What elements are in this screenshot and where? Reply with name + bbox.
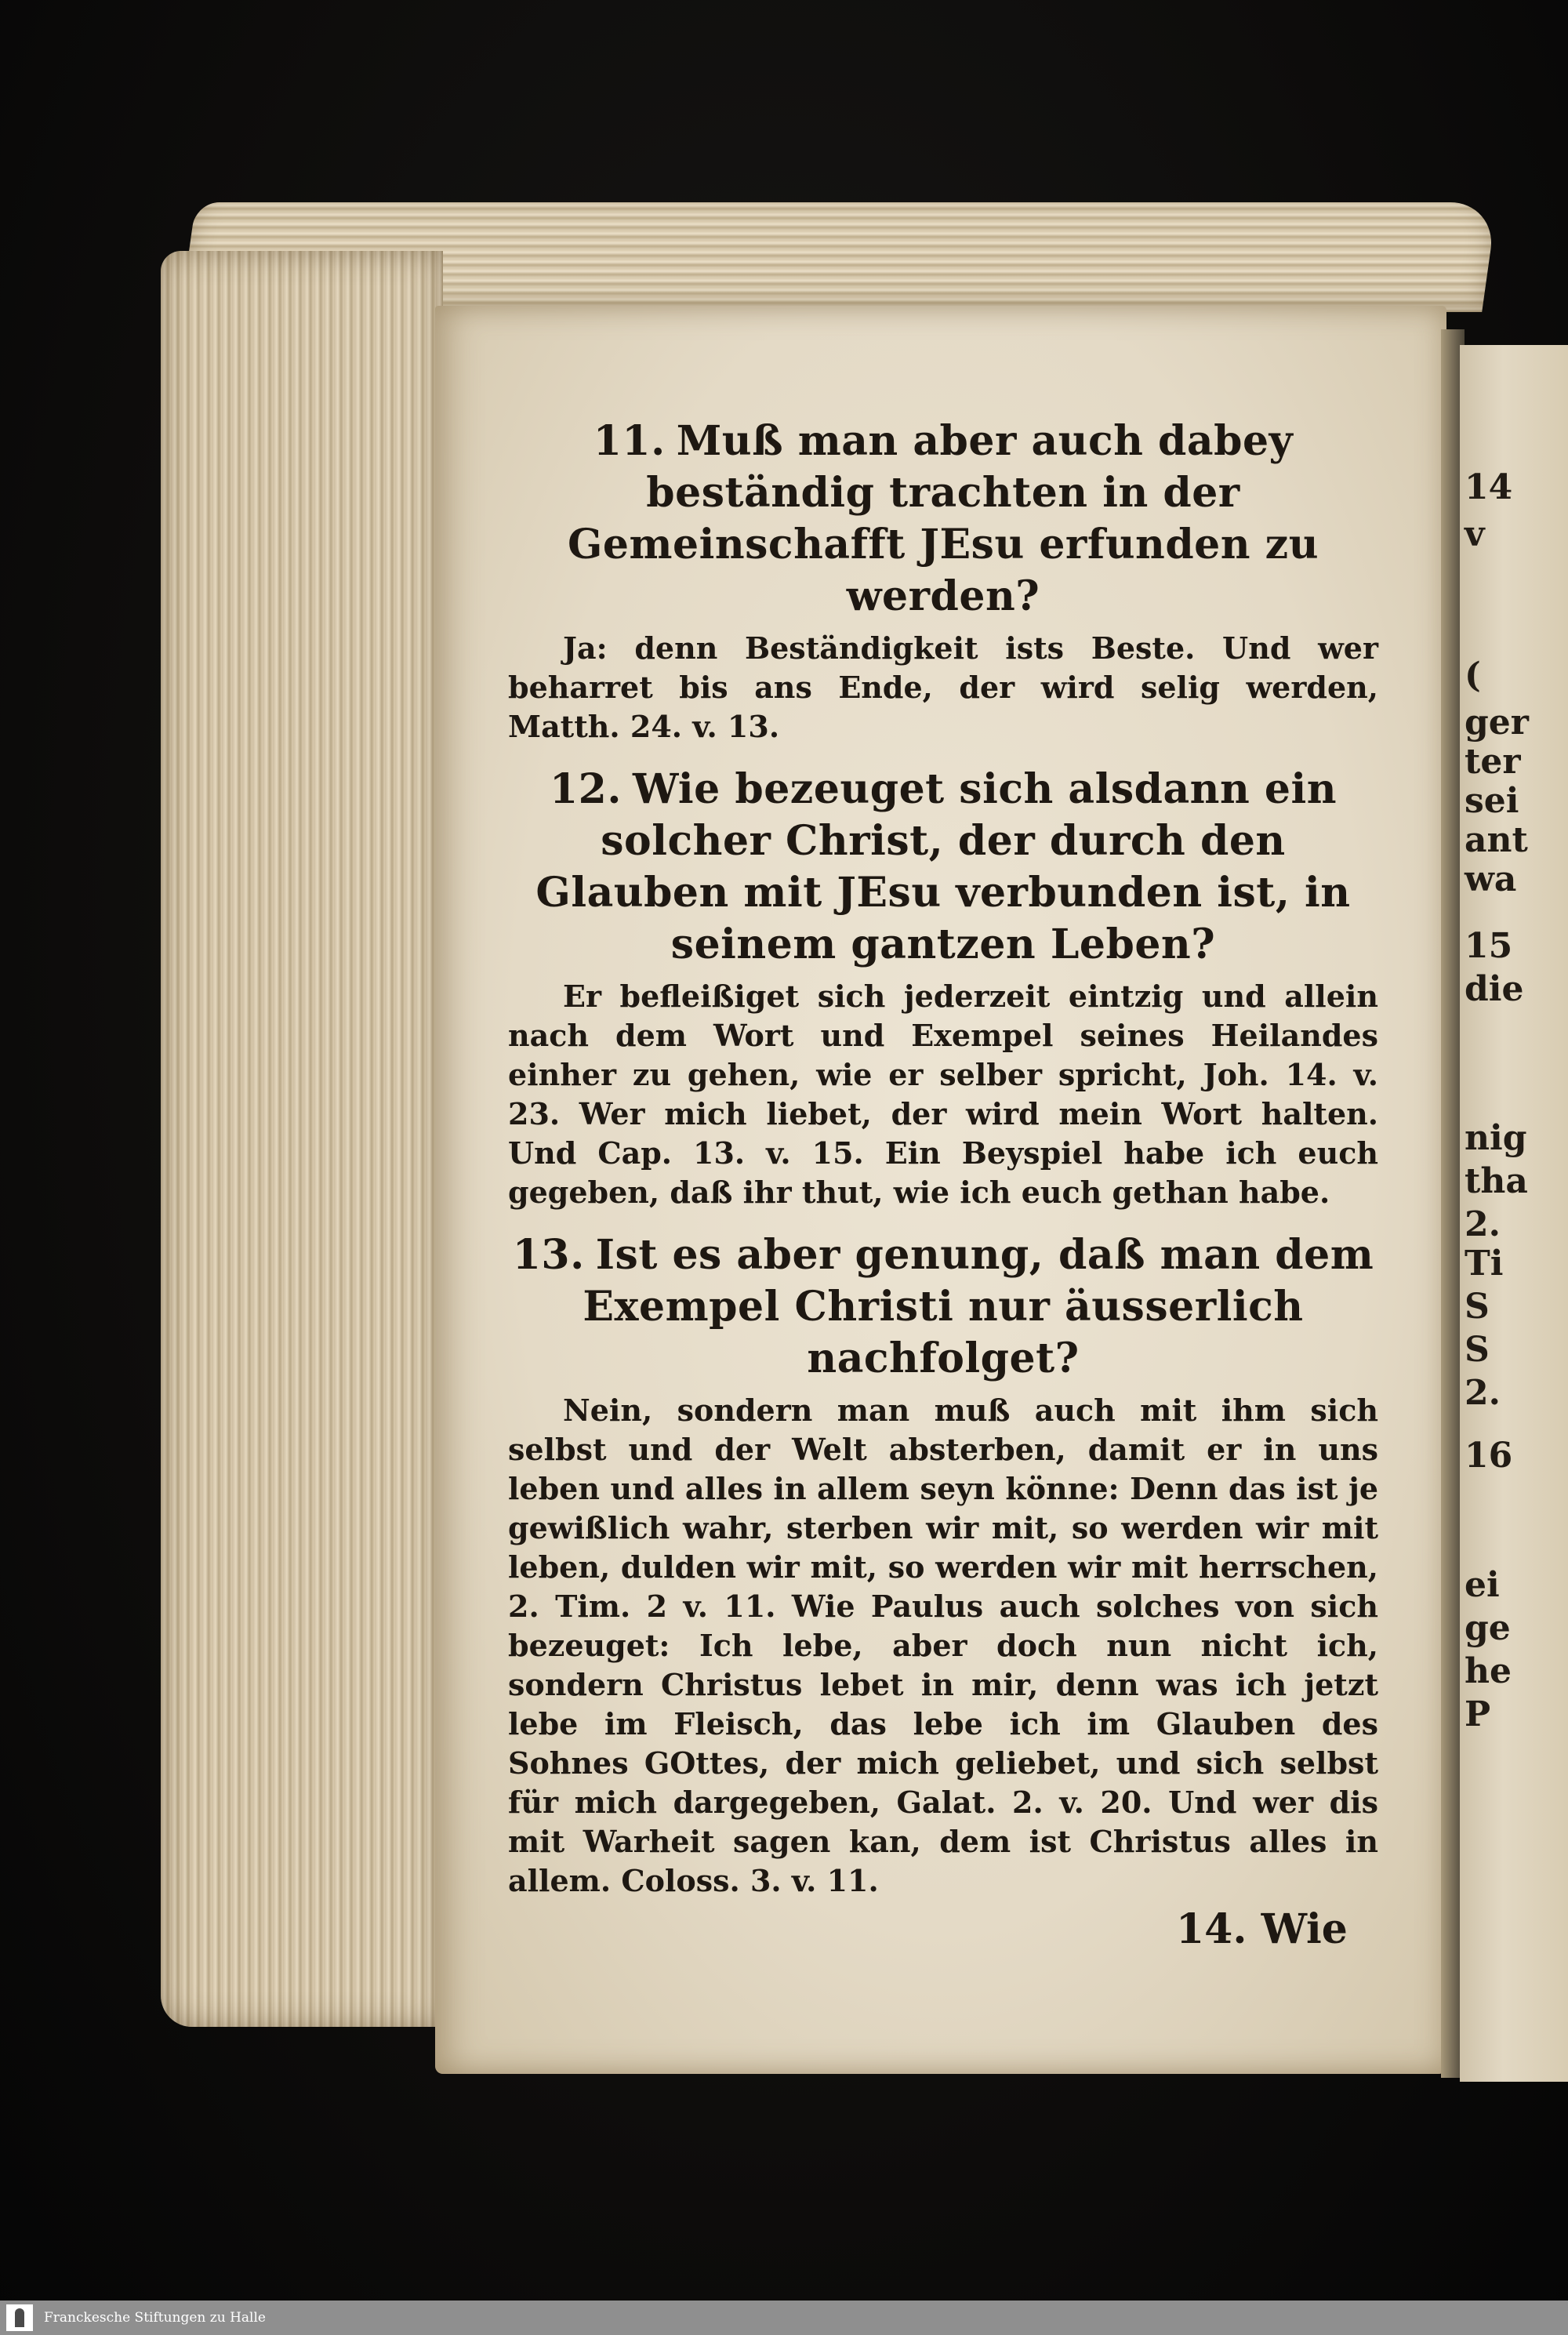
right-page-fragment: tha [1465,1161,1528,1201]
right-page-fragment: P [1465,1694,1491,1734]
right-page-fragment: 2. [1465,1204,1501,1244]
right-page-fragment: S [1465,1287,1490,1327]
right-page-fragment: 14 [1465,467,1513,507]
question-text: Muß man aber auch dabey beständig trachten in der Gemeinschafft JEsu erfunden zu werden? [567,417,1319,620]
right-page-fragment: sei [1465,781,1519,821]
question-heading [508,416,1378,623]
right-page-fragment: ge [1465,1608,1511,1648]
right-page-fragment: ( [1465,655,1481,695]
right-page-fragment: 16 [1465,1436,1513,1476]
right-page-fragment: ei [1465,1565,1500,1605]
right-page-fragment: ant [1465,820,1528,860]
right-page-fragment: die [1465,969,1524,1009]
question-heading [508,764,1378,971]
right-page-fragment: nig [1465,1118,1527,1158]
right-page-fragment: 2. [1465,1373,1501,1413]
catchword: 14. Wie [1176,1905,1348,1953]
right-page-fragment: v [1465,514,1485,554]
question-text: Wie bezeuget sich alsdann ein solcher Christ, der durch den Glauben mit JEsu verbunden ist, in seinem gantzen Leben? [535,765,1351,968]
right-page-partial [1460,345,1568,2082]
answer-paragraph: Nein, sondern man muß auch mit ihm sich selbst und der Welt absterben, damit er in uns leben und alles in allem seyn könne: Denn das ist je gewißlich wahr, sterben wir mit, so werden wir mit leben, dulden wir mit, so werden wir mit herrschen, 2. Tim. 2 v. 11. Wie Paulus auch solches von sich bezeuget: Ich lebe, aber doch nun nicht ich, sondern Christus lebet in mir, denn was ich jetzt lebe im Fleisch, das lebe ich im Glauben des Sohnes GOttes, der mich geliebet, und sich selbst für mich dargegeben, Galat. 2. v. 20. Und wer dis mit Warheit sagen kan, dem ist Christus alles in allem. Coloss. 3. v. 11. [508,1393,1378,1898]
answer-paragraph: Ja: denn Beständigkeit ists Beste. Und wer beharret bis ans Ende, der wird selig werden, Matth. 24. v. 13. [508,630,1378,744]
question-number: 12. [549,765,622,813]
right-page-fragment: he [1465,1651,1512,1691]
footer-bar [0,2301,1568,2335]
book-page-edges [161,251,443,2027]
right-page-fragment: S [1465,1330,1490,1370]
page-text-block [508,416,1378,1918]
right-page-fragment: ger [1465,703,1529,743]
question-text: Ist es aber genung, daß man dem Exempel Christi nur äusserlich nachfolget? [583,1231,1374,1382]
right-page-fragment: wa [1465,859,1517,899]
right-page-fragment: Ti [1465,1244,1504,1284]
institution-logo-icon [6,2304,33,2331]
question-number: 11. [593,417,666,465]
right-page-fragment: 15 [1465,926,1513,966]
footer-text: Franckesche Stiftungen zu Halle [44,2310,266,2326]
answer-paragraph: Er befleißiget sich jederzeit eintzig und allein nach dem Wort und Exempel seines Heilandes einher zu gehen, wie er selber spricht, Joh. 14. v. 23. Wer mich liebet, der wird mein Wort halten. Und Cap. 13. v. 15. Ein Beyspiel habe ich euch gegeben, daß ihr thut, wie ich euch gethan habe. [508,979,1378,1210]
right-page-fragment: ter [1465,742,1521,782]
question-number: 13. [512,1231,585,1279]
question-heading [508,1229,1378,1385]
